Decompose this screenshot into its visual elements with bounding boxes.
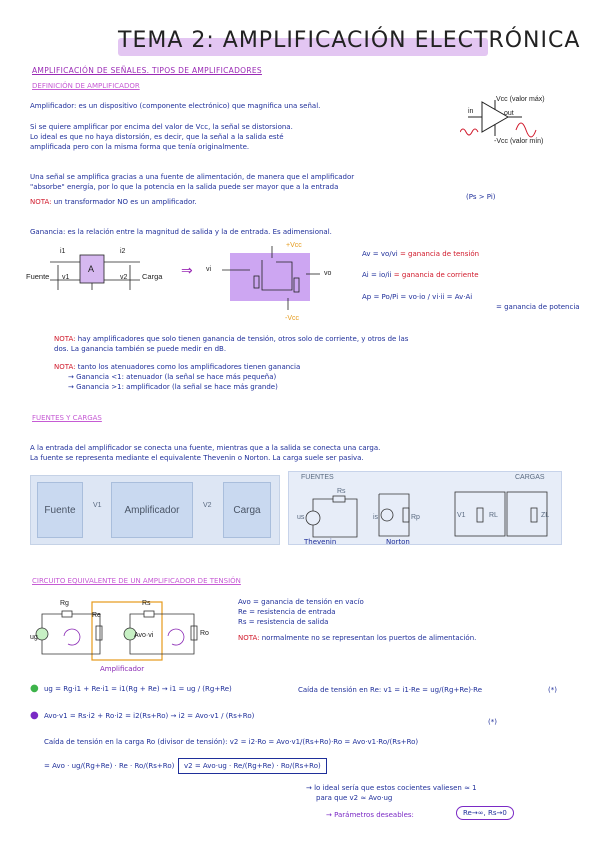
- circuit-highlight: [230, 253, 310, 301]
- block-i1-label: i1: [60, 248, 66, 255]
- eqc-ug-label: ug: [30, 634, 38, 641]
- note-attenuators: NOTA: tanto los atenuadores como los amplificadores tienen ganancia: [54, 363, 301, 371]
- block-a-label: A: [88, 264, 95, 274]
- gain-definition: Ganancia: es la relación entre la magnitud de salida y la de entrada. Es adimensional.: [30, 228, 332, 236]
- def-rs: Rs = resistencia de salida: [238, 618, 329, 626]
- photo-v2-label: V2: [203, 502, 212, 509]
- block-v2-label: v2: [120, 274, 128, 281]
- conclusion-2: para que v2 ≈ Avo·ug: [316, 794, 393, 802]
- gain-power: Ap = Po/Pi = vo·io / vi·ii = Av·Ai: [362, 293, 473, 301]
- fc-is-label: is: [373, 514, 379, 521]
- equation-2-star: (*): [488, 718, 497, 726]
- block-carga-label: Carga: [142, 272, 163, 281]
- subsection-definition: DEFINICIÓN DE AMPLIFICADOR: [32, 82, 140, 90]
- gain-voltage: Av = vo/vi = ganancia de tensión: [362, 250, 480, 258]
- note-power-ports: NOTA: normalmente no se representan los puertos de alimentación.: [238, 634, 477, 642]
- power-relation: (Ps > Pi): [466, 193, 496, 201]
- eqc-re-label: Re: [92, 612, 101, 619]
- two-port-block-diagram: [30, 240, 190, 300]
- sources-loads-figure: [288, 471, 562, 545]
- amplifier-circuit-diagram: [210, 238, 330, 320]
- equation-4: = Avo · ug/(Rg+Re) · Re · Ro/(Rs+Ro): [44, 762, 175, 770]
- eqc-rs-label: Rs: [142, 600, 151, 607]
- paragraph-definition: Amplificador: es un dispositivo (componente electrónico) que magnifica una señal.: [30, 102, 321, 110]
- symbol-out-label: out: [504, 110, 514, 117]
- note-amplifier-bullet: → Ganancia >1: amplificador (la señal se hace más grande): [68, 383, 278, 391]
- paragraph-distortion-3: amplificada pero con la misma forma que tenía originalmente.: [30, 143, 250, 151]
- section-heading: AMPLIFICACIÓN DE SEÑALES. TIPOS DE AMPLIFICADORES: [32, 66, 262, 75]
- conclusion-1: → lo ideal sería que estos cocientes valiesen ≈ 1: [306, 784, 477, 792]
- page-title: TEMA 2: AMPLIFICACIÓN ELECTRÓNICA: [118, 28, 581, 53]
- symbol-in-label: in: [468, 108, 474, 115]
- paragraph-distortion-1: Si se quiere amplificar por encima del valor de Vcc, la señal se distorsiona.: [30, 123, 293, 131]
- eqc-ro-label: Ro: [200, 630, 209, 637]
- paragraph-power-1: Una señal se amplifica gracias a una fuente de alimentación, de manera que el amplificador: [30, 173, 355, 181]
- equation-2: Avo·v1 = Rs·i2 + Ro·i2 = i2(Rs+Ro) → i2 = Avo·v1 / (Rs+Ro): [44, 712, 255, 720]
- equation-1-right: Caída de tensión en Re: v1 = i1·Re = ug/(Rg+Re)·Re: [298, 686, 483, 694]
- desirable-params-box: Re→∞, Rs→0: [456, 806, 514, 820]
- input-wave-icon: [460, 129, 478, 135]
- gain-power-desc: = ganancia de potencia: [496, 303, 580, 311]
- block-i2-label: i2: [120, 248, 126, 255]
- block-v1-label: v1: [62, 274, 70, 281]
- subsection-equivalent-circuit: CIRCUITO EQUIVALENTE DE UN AMPLIFICADOR DE TENSIÓN: [32, 577, 241, 585]
- subsection-sources-loads: FUENTES Y CARGAS: [32, 414, 102, 422]
- cargas-heading: CARGAS: [515, 474, 545, 481]
- equation-1: ug = Rg·i1 + Re·i1 = i1(Rg + Re) → i1 = ug / (Rg+Re): [44, 685, 232, 693]
- paragraph-sources-1: A la entrada del amplificador se conecta una fuente, mientras que a la salida se conecta una carga.: [30, 444, 381, 452]
- sources-block-figure: [30, 475, 280, 545]
- def-avo: Avo = ganancia de tensión en vacío: [238, 598, 364, 606]
- implies-arrow-icon: ⇒: [181, 263, 193, 279]
- fc-us-label: us: [297, 514, 305, 521]
- fc-zl-label: ZL: [541, 512, 550, 519]
- amplificador-block: Amplificador: [111, 482, 193, 538]
- fc-v1-label: V1: [457, 512, 466, 519]
- note-gain-types-2: dos. La ganancia también se puede medir en dB.: [54, 345, 227, 353]
- norton-source-icon: [381, 509, 393, 521]
- circuit-vo-label: vo: [324, 270, 332, 277]
- photo-v1-label: V1: [93, 502, 102, 509]
- fuente-block: Fuente: [37, 482, 83, 538]
- block-fuente-label: Fuente: [26, 272, 50, 281]
- paragraph-power-2: "absorbe" energía, por lo que la potencia en la salida puede ser mayor que a la entrada: [30, 183, 339, 191]
- note-attenuator-bullet: → Ganancia <1: atenuador (la señal se hace más pequeña): [68, 373, 277, 381]
- fc-rl-label: RL: [489, 512, 498, 519]
- result-box: v2 = Avo·ug · Re/(Rg+Re) · Ro/(Rs+Ro): [178, 758, 327, 774]
- circuit-neg-vcc-label: -Vcc: [285, 315, 299, 322]
- bullet-green-icon: ●: [30, 683, 39, 694]
- gain-current: Ai = io/ii = ganancia de corriente: [362, 271, 479, 279]
- symbol-neg-vcc-label: -Vcc (valor mín): [494, 138, 544, 145]
- bullet-purple-icon: ●: [30, 710, 39, 721]
- paragraph-distortion-2: Lo ideal es que no haya distorsión, es decir, que la señal a la salida esté: [30, 133, 284, 141]
- def-re: Re = resistencia de entrada: [238, 608, 336, 616]
- circuit-vi-label: vi: [206, 266, 212, 273]
- eqc-rg-label: Rg: [60, 600, 69, 607]
- conclusion-3: → Parámetros deseables:: [326, 811, 414, 819]
- norton-caption: Norton: [386, 538, 410, 546]
- thevenin-source-icon: [306, 511, 320, 525]
- paragraph-sources-2: La fuente se representa mediante el equivalente Thevenin o Norton. La carga suele ser pasiva.: [30, 454, 364, 462]
- note-transformer: NOTA: un transformador NO es un amplificador.: [30, 198, 197, 206]
- thevenin-caption: Thevenin: [304, 538, 337, 546]
- carga-block: Carga: [223, 482, 271, 538]
- eqc-avo-label: Avo·vi: [134, 632, 154, 639]
- note-gain-types-1: NOTA: hay amplificadores que solo tienen ganancia de tensión, otros solo de corriente, y otros de las: [54, 335, 409, 343]
- fc-rp-label: Rp: [411, 514, 420, 521]
- symbol-vcc-label: Vcc (valor máx): [496, 96, 545, 103]
- fuentes-heading: FUENTES: [301, 474, 334, 481]
- equation-3: Caída de tensión en la carga Ro (divisor de tensión): v2 = i2·Ro = Avo·v1/(Rs+Ro)·Ro = Avo·v1·Ro/(Rs+Ro): [44, 738, 419, 746]
- fc-rs-label: Rs: [337, 488, 346, 495]
- equation-1-star: (*): [548, 686, 557, 694]
- circuit-vcc-label: +Vcc: [286, 242, 302, 249]
- eqc-amplificador-caption: Amplificador: [100, 665, 145, 673]
- output-wave-icon: [516, 123, 536, 137]
